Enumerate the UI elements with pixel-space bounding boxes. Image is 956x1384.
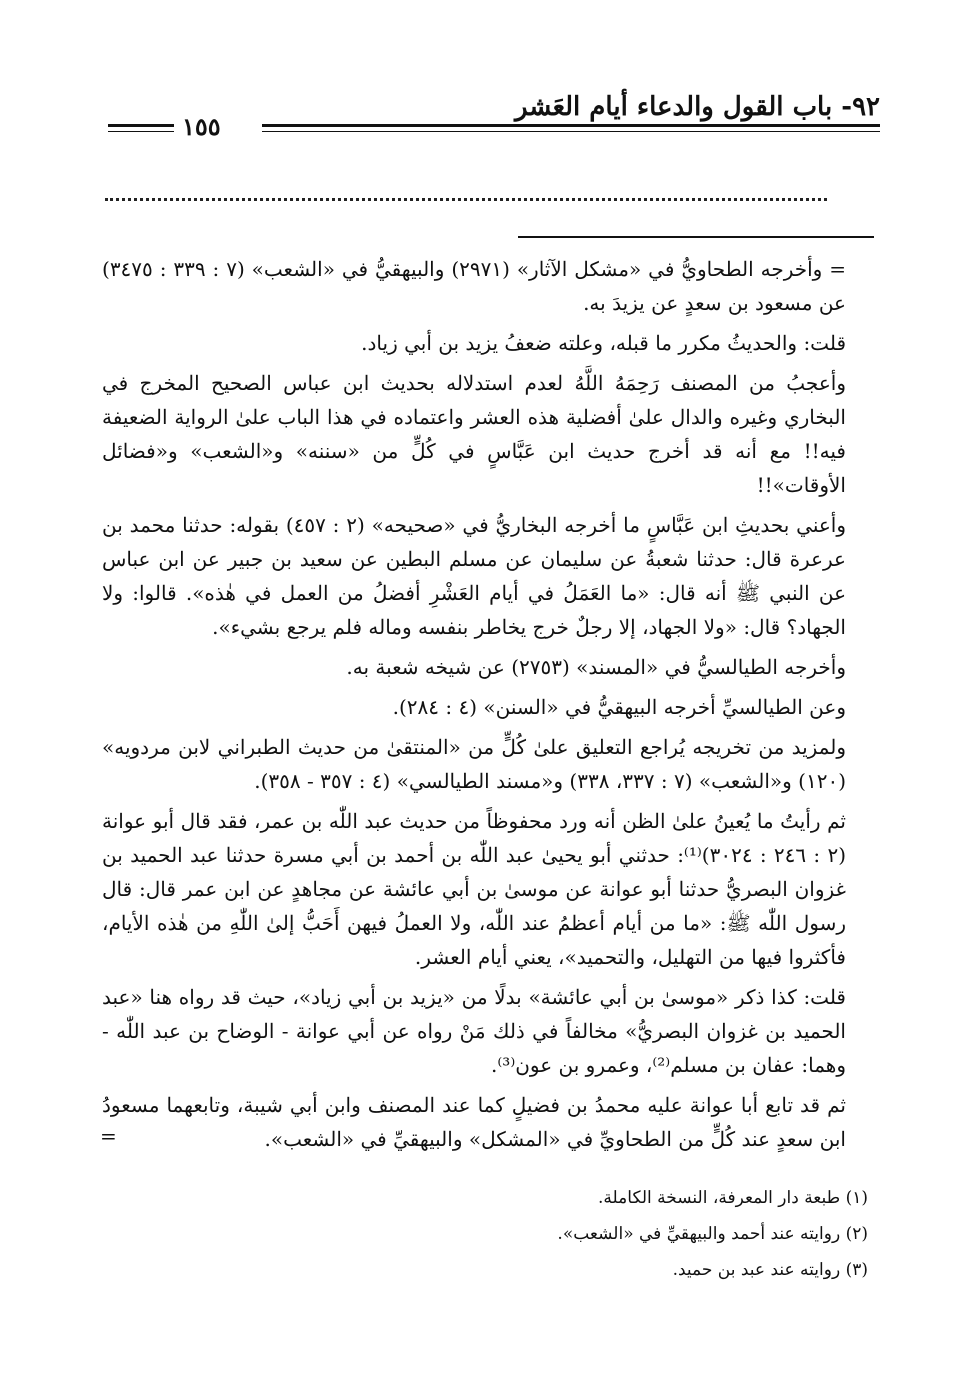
header-rule-left xyxy=(108,124,174,132)
paragraph: قلت: والحديثُ مكرر ما قبله، وعلته ضعفُ يزيد بن أبي زياد. xyxy=(361,331,846,355)
paragraph: ثم قد تابع أبا عوانة عليه محمدُ بن فضيلٍ كما عند المصنف وابن أبي شيبة، وتابعهما مسعودُ ابن سعدٍ عند كُلٍّ من الطحاويِّ في «المشكل» والبيهقيِّ في «الشعب». xyxy=(102,1093,846,1151)
paragraph: وأعجبُ من المصنف رَحِمَهُ اللَّهُ لعدم استدلاله بحديث ابن عباس الصحيح المخرج في البخاري وغيره والدال علىٰ أفضلية هذه العشر واعتماده في هذا الباب علىٰ الرواية الضعيفة فيه!! مع أنه قد أخرج حديث ابن عَبَّاسٍ في كُلٍّ من «سننه» و«الشعب» و«فضائل الأوقات»!! xyxy=(102,371,846,497)
page-number: ١٥٥ xyxy=(182,112,221,141)
paragraph: = وأخرجه الطحاويُّ في «مشكل الآثار» (٢٩٧١) والبيهقيُّ في «الشعب» (٧ : ٣٣٩ : ٣٤٧٥) عن مسعود بن سعدٍ عن يزيدَ به. xyxy=(102,257,847,315)
dotted-separator xyxy=(105,198,827,201)
paragraph: وأخرجه الطيالسيُّ في «المسند» (٢٧٥٣) عن شيخه شعبة به. xyxy=(346,655,846,679)
paragraph: ثم رأيتُ ما يُعينُ علىٰ الظن أنه ورد محفوظاً من حديث عبد اللّٰه بن عمر، فقد قال أبو عوانة (٢ : ٢٤٦ : ٣٠٢٤)⁽¹⁾: حدثني أبو يحيىٰ عبد اللّٰه بن أحمد بن أبي مسرة حدثنا عبد الحميد بن غزوان البصريُّ حدثنا أبو عوانة عن موسىٰ بن أبي عائشة عن مجاهدٍ عن ابن عمر قال: قال رسول اللّٰه ﷺ: «ما من أيام أعظمُ عند اللّٰه، ولا العملُ فيهن أَحَبُّ إلىٰ اللّٰهِ من هٰذه الأيام، فأكثروا فيها من التهليل، والتحميد»، يعني أيام العشر. xyxy=(102,809,847,969)
paragraph: وعن الطيالسيِّ أخرجه البيهقيُّ في «السنن» (٤ : ٢٨٤). xyxy=(392,695,846,719)
header-rule-right xyxy=(262,124,880,132)
page-header xyxy=(100,92,880,152)
footnotes xyxy=(300,1180,868,1288)
continuation-mark: = xyxy=(100,1124,117,1148)
footnote-item: (٣) روايته عند عبد بن حميد. xyxy=(672,1260,868,1280)
footnote-item: (١) طبعة دار المعرفة، النسخة الكاملة. xyxy=(598,1188,868,1208)
paragraph: قلت: كذا ذكر «موسىٰ بن أبي عائشة» بدلًا من «يزيد بن أبي زياد»، حيث قد رواه هنا «عبد الحميد بن غزوان البصريُّ» مخالفاً في ذلك مَنْ رواه عن أبي عوانة - الوضاح بن عبد اللّٰه - وهما: عفان بن مسلم⁽²⁾، وعمرو بن عون⁽³⁾. xyxy=(102,985,846,1077)
chapter-title: ٩٢- باب القول والدعاء أيام العَشر xyxy=(515,92,880,122)
paragraph: ولمزيد من تخريجه يُراجع التعليق علىٰ كُلٍّ من «المنتقىٰ من حديث الطبراني لابن مردويه» (١٢٠) و«الشعب» (٧ : ٣٣٧، ٣٣٨) و«مسند الطيالسي» (٤ : ٣٥٧ - ٣٥٨). xyxy=(102,735,846,793)
paragraph: وأعني بحديثِ ابن عَبَّاسٍ ما أخرجه البخاريُّ في «صحيحه» (٢ : ٤٥٧) بقوله: حدثنا محمد بن عرعرة قال: حدثنا شعبةُ عن سليمان عن مسلم البطين عن سعيد بن جبير عن ابن عباس عن النبي ﷺ أنه قال: «ما العَمَلُ في أيام العَشْرِ أفضلُ من العمل في هٰذه». قالوا: ولا الجهاد؟ قال: «ولا الجهاد، إلا رجلٌ خرج يخاطر بنفسه وماله فلم يرجع بشيء». xyxy=(102,513,847,639)
footnote-item: (٢) روايته عند أحمد والبيهقيِّ في «الشعب». xyxy=(557,1224,868,1244)
footnote-continuation-rule xyxy=(518,236,874,238)
footnote-body xyxy=(102,252,846,1162)
